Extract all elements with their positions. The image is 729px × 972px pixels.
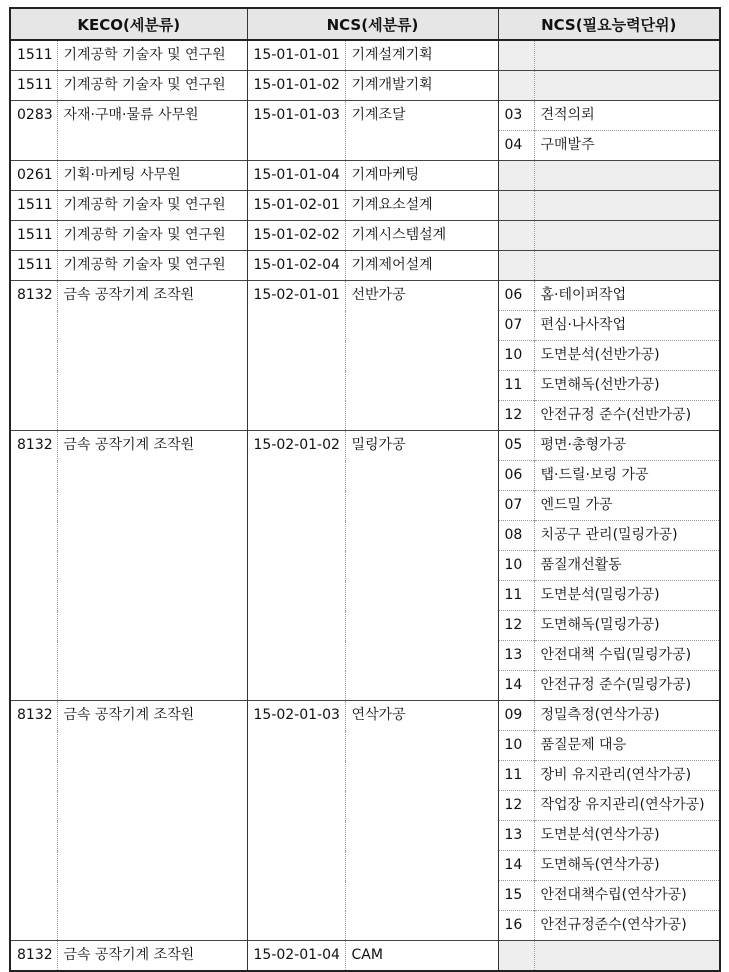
ncs-code-cell: 15-02-01-04 <box>247 941 345 972</box>
unit-number-cell: 06 <box>498 461 534 491</box>
unit-name-cell: 안전대책수립(연삭가공) <box>534 881 720 911</box>
ncs-code-cell: 15-01-02-01 <box>247 191 345 221</box>
empty-unit-number-cell <box>498 71 534 101</box>
unit-name-cell: 작업장 유지관리(연삭가공) <box>534 791 720 821</box>
keco-code-cell: 8132 <box>10 701 57 941</box>
table-row <box>10 221 720 251</box>
header-ncs: NCS(세분류) <box>247 8 498 40</box>
ncs-name-cell: 기계설계기획 <box>345 40 498 71</box>
table-row <box>10 161 720 191</box>
empty-unit-number-cell <box>498 221 534 251</box>
unit-number-cell: 12 <box>498 611 534 641</box>
unit-name-cell: 평면·총형가공 <box>534 431 720 461</box>
ncs-code-cell: 15-02-01-03 <box>247 701 345 941</box>
unit-name-cell: 안전규정준수(연삭가공) <box>534 911 720 941</box>
empty-unit-number-cell <box>498 941 534 972</box>
keco-code-cell: 0283 <box>10 101 57 161</box>
ncs-name-cell: 연삭가공 <box>345 701 498 941</box>
unit-name-cell: 도면분석(밀링가공) <box>534 581 720 611</box>
table-container <box>9 7 721 972</box>
unit-number-cell: 16 <box>498 911 534 941</box>
empty-unit-number-cell <box>498 161 534 191</box>
unit-name-cell: 안전규정 준수(선반가공) <box>534 401 720 431</box>
unit-name-cell: 엔드밀 가공 <box>534 491 720 521</box>
unit-name-cell: 구매발주 <box>534 131 720 161</box>
keco-code-cell: 1511 <box>10 251 57 281</box>
keco-ncs-table <box>9 7 721 972</box>
unit-number-cell: 10 <box>498 551 534 581</box>
unit-number-cell: 11 <box>498 761 534 791</box>
table-row <box>10 941 720 972</box>
unit-number-cell: 03 <box>498 101 534 131</box>
ncs-name-cell: 밀링가공 <box>345 431 498 701</box>
table-row <box>10 281 720 311</box>
empty-unit-number-cell <box>498 251 534 281</box>
empty-unit-number-cell <box>498 40 534 71</box>
unit-number-cell: 07 <box>498 311 534 341</box>
unit-name-cell: 홈·테이퍼작업 <box>534 281 720 311</box>
header-row <box>10 8 720 40</box>
ncs-code-cell: 15-01-01-01 <box>247 40 345 71</box>
unit-name-cell: 탭·드릴·보링 가공 <box>534 461 720 491</box>
unit-number-cell: 13 <box>498 641 534 671</box>
keco-name-cell: 자재·구매·물류 사무원 <box>57 101 247 161</box>
keco-code-cell: 8132 <box>10 431 57 701</box>
keco-name-cell: 금속 공작기계 조작원 <box>57 431 247 701</box>
ncs-name-cell: CAM <box>345 941 498 972</box>
keco-code-cell: 1511 <box>10 221 57 251</box>
ncs-name-cell: 기계개발기획 <box>345 71 498 101</box>
unit-name-cell: 정밀측정(연삭가공) <box>534 701 720 731</box>
table-row <box>10 701 720 731</box>
keco-name-cell: 금속 공작기계 조작원 <box>57 701 247 941</box>
unit-name-cell: 안전대책 수립(밀링가공) <box>534 641 720 671</box>
empty-unit-name-cell <box>534 40 720 71</box>
keco-name-cell: 기계공학 기술자 및 연구원 <box>57 251 247 281</box>
table-row <box>10 101 720 131</box>
table-row <box>10 251 720 281</box>
keco-code-cell: 0261 <box>10 161 57 191</box>
table-row <box>10 71 720 101</box>
unit-number-cell: 04 <box>498 131 534 161</box>
table-row <box>10 40 720 71</box>
unit-number-cell: 12 <box>498 791 534 821</box>
ncs-code-cell: 15-01-01-02 <box>247 71 345 101</box>
unit-number-cell: 13 <box>498 821 534 851</box>
unit-number-cell: 09 <box>498 701 534 731</box>
unit-name-cell: 치공구 관리(밀링가공) <box>534 521 720 551</box>
ncs-code-cell: 15-01-01-03 <box>247 101 345 161</box>
keco-name-cell: 기계공학 기술자 및 연구원 <box>57 40 247 71</box>
ncs-name-cell: 기계요소설계 <box>345 191 498 221</box>
keco-name-cell: 기계공학 기술자 및 연구원 <box>57 191 247 221</box>
unit-name-cell: 안전규정 준수(밀링가공) <box>534 671 720 701</box>
keco-name-cell: 금속 공작기계 조작원 <box>57 941 247 972</box>
empty-unit-name-cell <box>534 191 720 221</box>
unit-number-cell: 05 <box>498 431 534 461</box>
keco-code-cell: 1511 <box>10 71 57 101</box>
unit-number-cell: 14 <box>498 851 534 881</box>
unit-name-cell: 편심·나사작업 <box>534 311 720 341</box>
ncs-code-cell: 15-01-02-02 <box>247 221 345 251</box>
unit-name-cell: 품질개선활동 <box>534 551 720 581</box>
ncs-code-cell: 15-01-01-04 <box>247 161 345 191</box>
empty-unit-number-cell <box>498 191 534 221</box>
unit-name-cell: 도면해독(선반가공) <box>534 371 720 401</box>
unit-name-cell: 장비 유지관리(연삭가공) <box>534 761 720 791</box>
unit-number-cell: 15 <box>498 881 534 911</box>
empty-unit-name-cell <box>534 941 720 972</box>
ncs-name-cell: 기계시스템설계 <box>345 221 498 251</box>
unit-name-cell: 도면분석(선반가공) <box>534 341 720 371</box>
unit-number-cell: 10 <box>498 731 534 761</box>
table-row <box>10 191 720 221</box>
unit-number-cell: 11 <box>498 371 534 401</box>
ncs-name-cell: 기계마케팅 <box>345 161 498 191</box>
unit-number-cell: 08 <box>498 521 534 551</box>
unit-number-cell: 10 <box>498 341 534 371</box>
empty-unit-name-cell <box>534 71 720 101</box>
header-unit: NCS(필요능력단위) <box>498 8 720 40</box>
empty-unit-name-cell <box>534 251 720 281</box>
unit-name-cell: 도면해독(밀링가공) <box>534 611 720 641</box>
ncs-name-cell: 선반가공 <box>345 281 498 431</box>
ncs-name-cell: 기계조달 <box>345 101 498 161</box>
header-keco: KECO(세분류) <box>10 8 247 40</box>
unit-name-cell: 견적의뢰 <box>534 101 720 131</box>
ncs-code-cell: 15-02-01-01 <box>247 281 345 431</box>
ncs-code-cell: 15-01-02-04 <box>247 251 345 281</box>
unit-number-cell: 06 <box>498 281 534 311</box>
unit-name-cell: 도면분석(연삭가공) <box>534 821 720 851</box>
ncs-name-cell: 기계제어설계 <box>345 251 498 281</box>
unit-number-cell: 07 <box>498 491 534 521</box>
keco-code-cell: 8132 <box>10 941 57 972</box>
keco-code-cell: 8132 <box>10 281 57 431</box>
table-body <box>10 40 720 971</box>
unit-number-cell: 14 <box>498 671 534 701</box>
keco-code-cell: 1511 <box>10 191 57 221</box>
unit-name-cell: 품질문제 대응 <box>534 731 720 761</box>
empty-unit-name-cell <box>534 221 720 251</box>
keco-name-cell: 기획·마케팅 사무원 <box>57 161 247 191</box>
keco-code-cell: 1511 <box>10 40 57 71</box>
unit-number-cell: 12 <box>498 401 534 431</box>
keco-name-cell: 기계공학 기술자 및 연구원 <box>57 71 247 101</box>
ncs-code-cell: 15-02-01-02 <box>247 431 345 701</box>
empty-unit-name-cell <box>534 161 720 191</box>
keco-name-cell: 금속 공작기계 조작원 <box>57 281 247 431</box>
table-row <box>10 431 720 461</box>
unit-number-cell: 11 <box>498 581 534 611</box>
unit-name-cell: 도면해독(연삭가공) <box>534 851 720 881</box>
keco-name-cell: 기계공학 기술자 및 연구원 <box>57 221 247 251</box>
